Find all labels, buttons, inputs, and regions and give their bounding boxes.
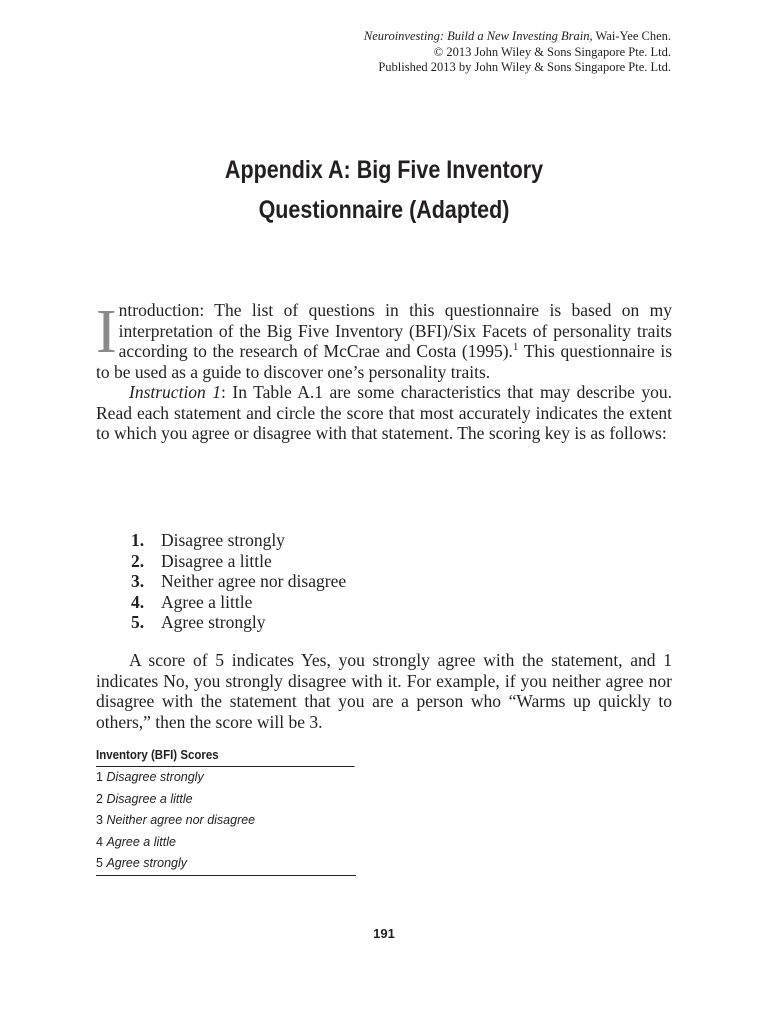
table-row-number: 1 <box>96 770 103 784</box>
page-title <box>54 150 714 230</box>
drop-cap: I <box>96 298 117 366</box>
header-citation <box>364 29 671 45</box>
list-item <box>131 530 346 551</box>
title-line-1: Appendix A: Big Five Inventory <box>224 156 544 184</box>
footnote-marker: 1 <box>512 341 519 354</box>
intro-text-1: ntroduction: The list of questions in this questionnaire is based on my interpretation of the Big Five Inventory (BFI)/Six Facets of personality traits according to the research of McCrae and Costa (1995). <box>118 300 672 361</box>
title-line-2: Questionnaire (Adapted) <box>258 196 510 224</box>
table-row-label: Agree a little <box>106 834 176 849</box>
list-item <box>131 612 346 633</box>
intro-text-2: This questionnaire is to be used as a guide to discover one’s personality traits. <box>96 341 672 382</box>
score-explanation-paragraph: A score of 5 indicates Yes, you strongly agree with the statement, and 1 indicates No, you strongly disagree with it. For example, if you neither agree nor disagree with the statement that you are a person who “Warms up quickly to others,” then the score will be 3. <box>96 650 672 732</box>
table-row <box>96 832 356 854</box>
book-title: Neuroinvesting: Build a New Investing Brain, <box>363 29 593 43</box>
book-author: Wai-Yee Chen. <box>592 29 671 43</box>
list-item-number: 5. <box>131 612 145 633</box>
table-row <box>96 853 356 876</box>
list-item <box>131 571 346 592</box>
table-header: Inventory (BFI) Scores <box>96 748 354 767</box>
list-item <box>131 551 346 572</box>
list-item-label: Disagree strongly <box>161 530 285 550</box>
introduction-section <box>96 300 672 444</box>
list-item-number: 1. <box>131 530 145 550</box>
published-line: Published 2013 by John Wiley & Sons Singapore Pte. Ltd. <box>378 60 671 74</box>
bfi-scores-table <box>96 748 356 876</box>
list-item-label: Neither agree nor disagree <box>161 571 347 592</box>
list-item-number: 4. <box>131 591 145 612</box>
introduction-paragraph <box>96 300 672 382</box>
table-row <box>96 810 356 832</box>
list-item-number: 2. <box>131 550 145 571</box>
list-item-label: Agree strongly <box>161 612 266 633</box>
table-row <box>96 767 356 789</box>
list-item <box>131 592 346 613</box>
table-row-label: Neither agree nor disagree <box>106 813 256 827</box>
table-row-number: 3 <box>96 813 103 827</box>
table-row-label: Disagree strongly <box>106 770 204 784</box>
table-row-label: Agree strongly <box>106 856 188 870</box>
copyright-line: © 2013 John Wiley & Sons Singapore Pte. Ltd. <box>433 44 671 59</box>
list-item-label: Disagree a little <box>161 550 272 571</box>
page-number: 191 <box>373 926 395 941</box>
scoring-key-list <box>131 530 346 633</box>
list-item-number: 3. <box>131 571 145 592</box>
page-header <box>364 29 671 76</box>
table-row-label: Disagree a little <box>106 791 193 806</box>
list-item-label: Agree a little <box>161 591 253 612</box>
table-row-number: 5 <box>96 856 103 870</box>
instruction-label: Instruction 1 <box>129 382 222 402</box>
instruction-text: : In Table A.1 are some characteristics that may describe you. Read each statement and circle the score that most accurately indicates the extent to which you agree or disagree with that statement. The scoring key is as follows: <box>96 382 672 443</box>
instruction-paragraph <box>96 382 672 444</box>
table-row-number: 2 <box>96 791 103 806</box>
table-row-number: 4 <box>96 834 103 849</box>
table-row <box>96 789 356 811</box>
